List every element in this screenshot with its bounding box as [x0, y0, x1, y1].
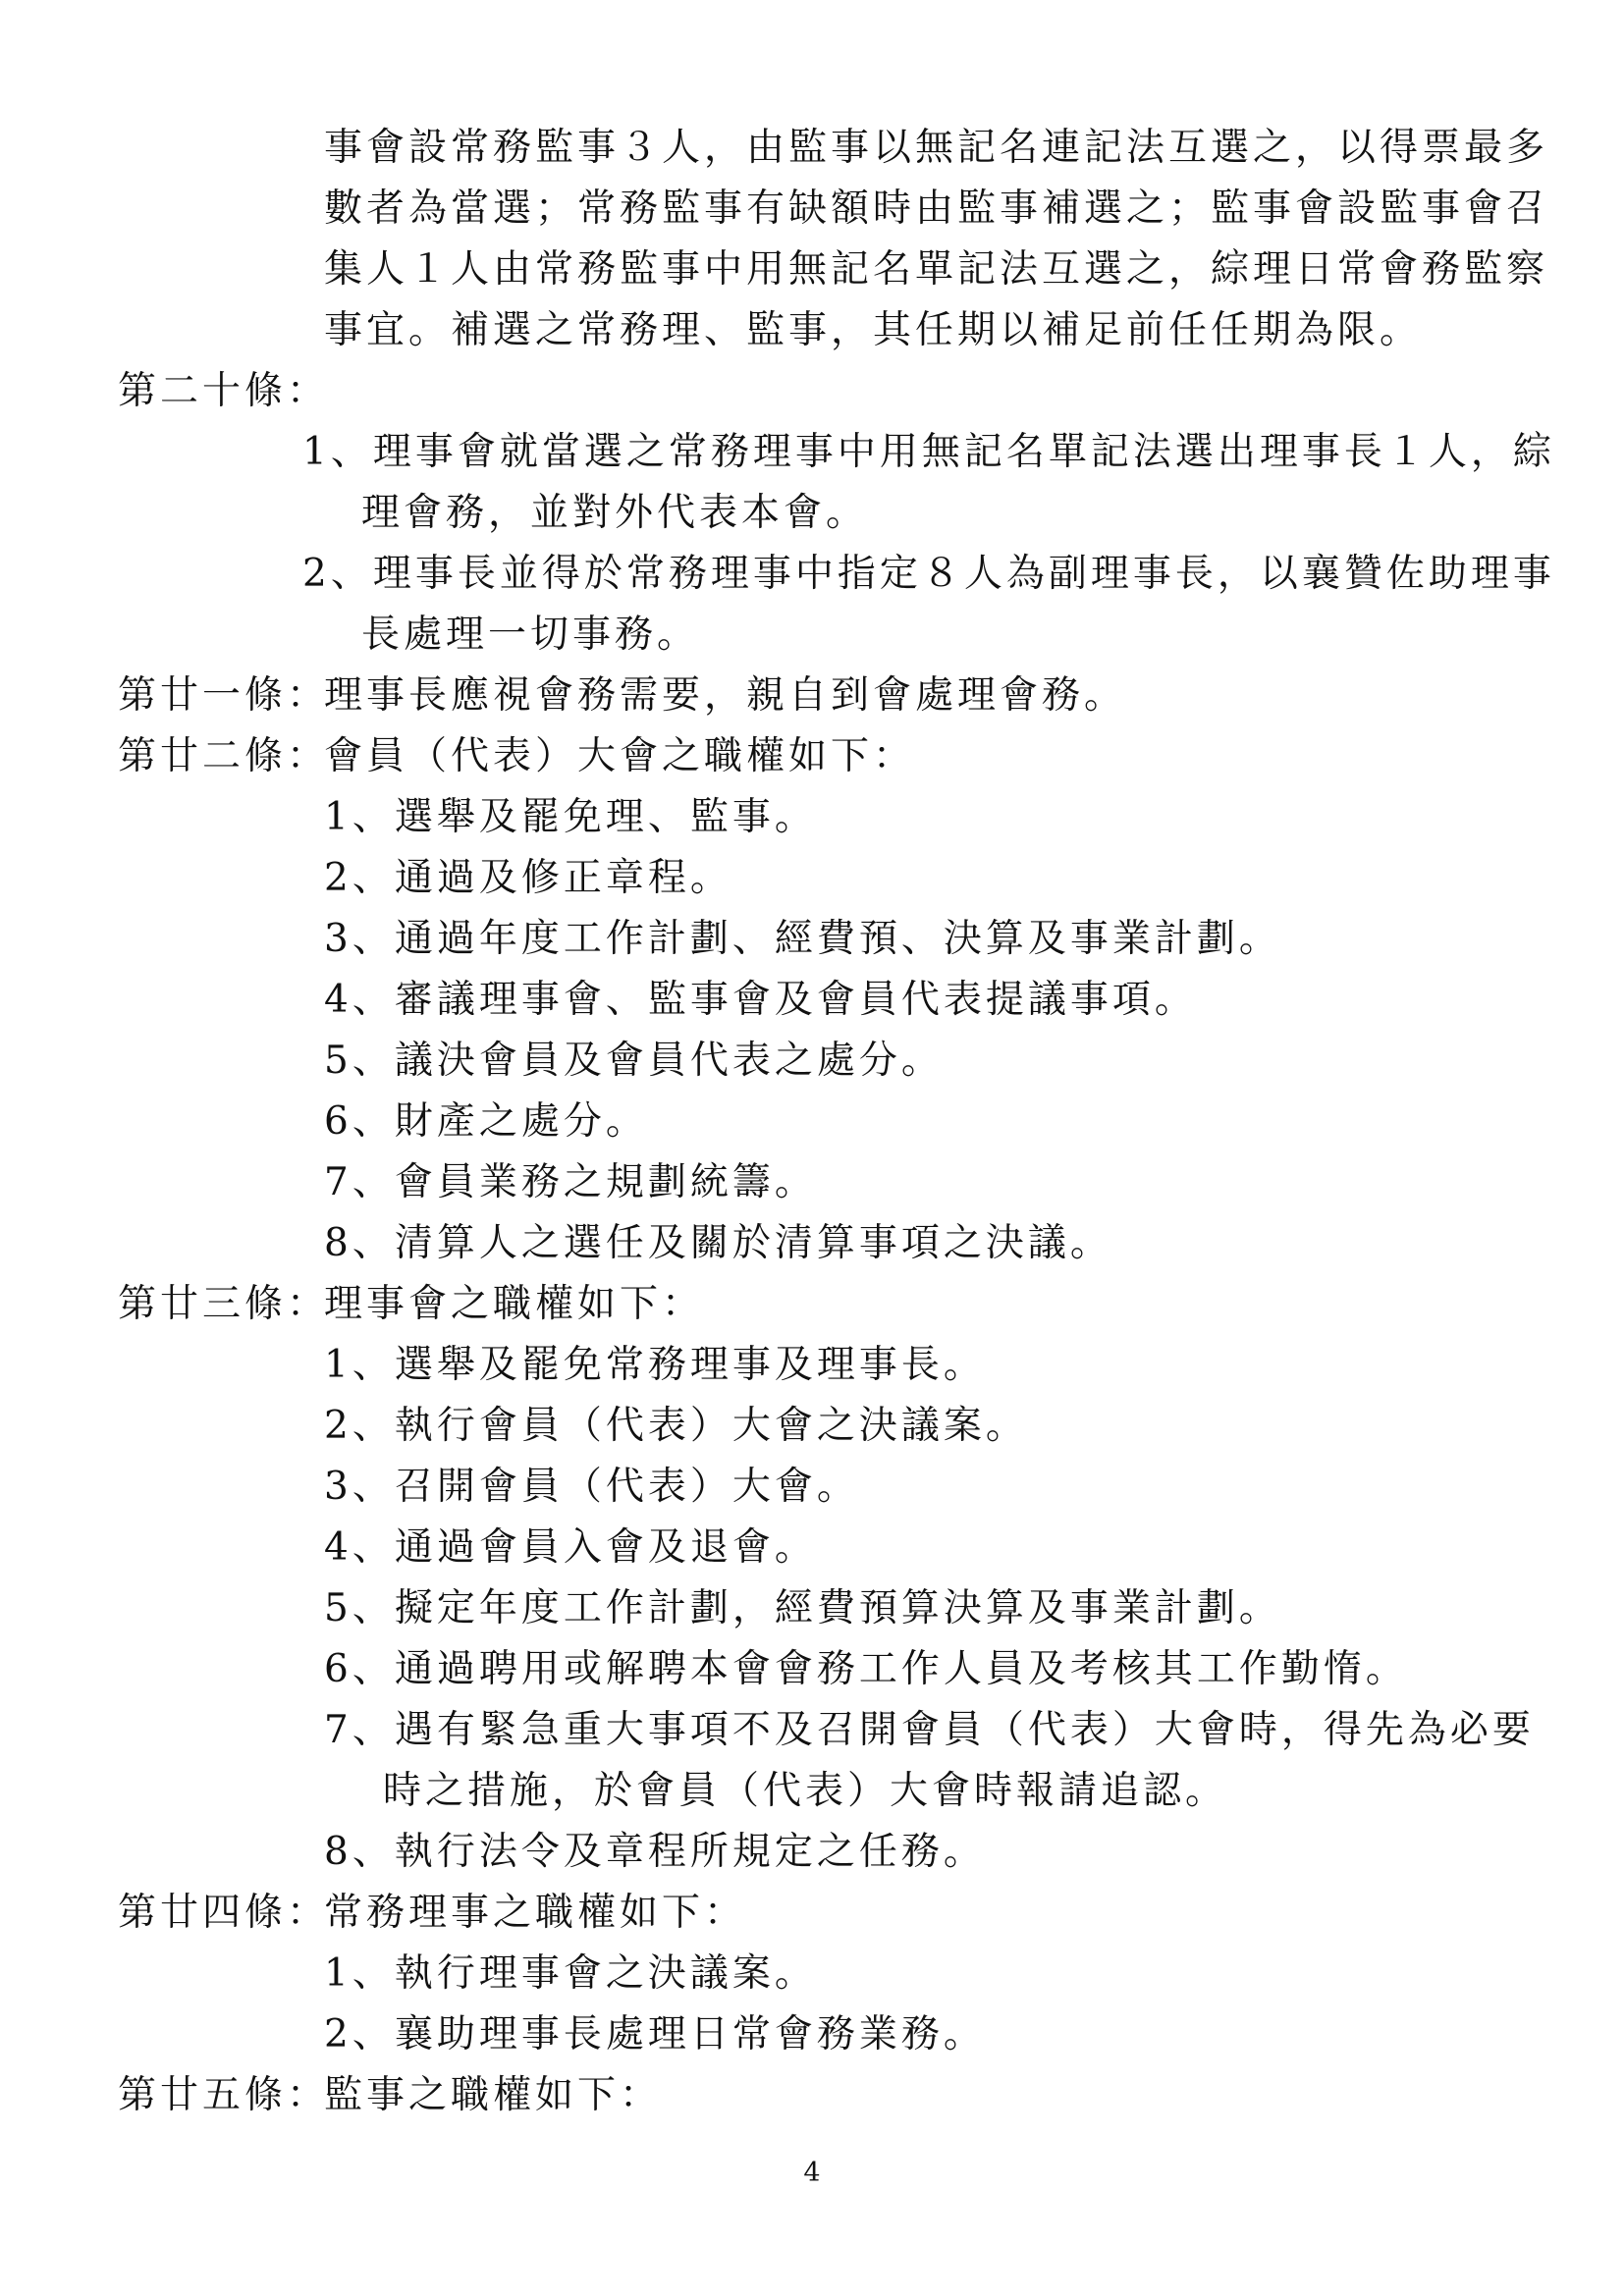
article-23-item-1: 1、選舉及罷免常務理事及理事長。: [324, 1343, 986, 1387]
article-24-text: 常務理事之職權如下：: [324, 1891, 747, 1935]
continuation-line-3: 集人１人由常務監事中用無記名單記法互選之，綜理日常會務監察: [324, 247, 1549, 292]
article-22-text: 會員（代表）大會之職權如下：: [324, 734, 916, 778]
article-20-item-1-cont: 理會務，並對外代表本會。: [361, 491, 869, 535]
article-22-item-7: 7、會員業務之規劃統籌。: [324, 1160, 817, 1204]
article-21-text: 理事長應視會務需要，親自到會處理會務。: [324, 673, 1127, 718]
continuation-line-1: 事會設常務監事３人，由監事以無記名連記法互選之，以得票最多: [324, 126, 1549, 170]
page-number: 4: [803, 2158, 821, 2188]
article-22-item-1: 1、選舉及罷免理、監事。: [324, 795, 817, 839]
article-23-item-7-cont: 時之措施，於會員（代表）大會時報請追認。: [383, 1769, 1228, 1813]
article-20-item-1: 1、理事會就當選之常務理事中用無記名單記法選出理事長１人，綜: [302, 430, 1555, 474]
article-22-item-4: 4、審議理事會、監事會及會員代表提議事項。: [324, 978, 1197, 1022]
article-22-item-2: 2、通過及修正章程。: [324, 856, 732, 900]
article-21-heading: 第廿一條：: [118, 673, 330, 718]
article-24-heading: 第廿四條：: [118, 1891, 330, 1935]
article-23-item-4: 4、通過會員入會及退會。: [324, 1525, 817, 1570]
article-24-item-2: 2、襄助理事長處理日常會務業務。: [324, 2012, 986, 2056]
article-20-heading: 第二十條：: [118, 369, 330, 413]
article-25-heading: 第廿五條：: [118, 2073, 330, 2117]
article-22-heading: 第廿二條：: [118, 734, 330, 778]
continuation-line-2: 數者為當選；常務監事有缺額時由監事補選之；監事會設監事會召: [324, 187, 1549, 231]
article-22-item-3: 3、通過年度工作計劃、經費預、決算及事業計劃。: [324, 917, 1281, 961]
article-23-item-8: 8、執行法令及章程所規定之任務。: [324, 1830, 986, 1874]
article-23-item-3: 3、召開會員（代表）大會。: [324, 1465, 859, 1509]
article-23-heading: 第廿三條：: [118, 1282, 330, 1326]
article-20-item-2-cont: 長處理一切事務。: [361, 613, 700, 657]
article-20-item-2: 2、理事長並得於常務理事中指定８人為副理事長，以襄贊佐助理事: [302, 552, 1555, 596]
article-25-text: 監事之職權如下：: [324, 2073, 663, 2117]
article-23-item-7: 7、遇有緊急重大事項不及召開會員（代表）大會時，得先為必要: [324, 1708, 1535, 1752]
article-23-item-5: 5、擬定年度工作計劃，經費預算決算及事業計劃。: [324, 1586, 1281, 1630]
article-22-item-8: 8、清算人之選任及關於清算事項之決議。: [324, 1221, 1112, 1265]
article-22-item-6: 6、財產之處分。: [324, 1099, 648, 1144]
article-23-item-2: 2、執行會員（代表）大會之決議案。: [324, 1404, 1028, 1448]
article-23-text: 理事會之職權如下：: [324, 1282, 705, 1326]
article-22-item-5: 5、議決會員及會員代表之處分。: [324, 1039, 944, 1083]
continuation-line-4: 事宜。補選之常務理、監事，其任期以補足前任任期為限。: [324, 308, 1423, 352]
article-23-item-6: 6、通過聘用或解聘本會會務工作人員及考核其工作勤惰。: [324, 1647, 1408, 1691]
article-24-item-1: 1、執行理事會之決議案。: [324, 1951, 817, 1996]
